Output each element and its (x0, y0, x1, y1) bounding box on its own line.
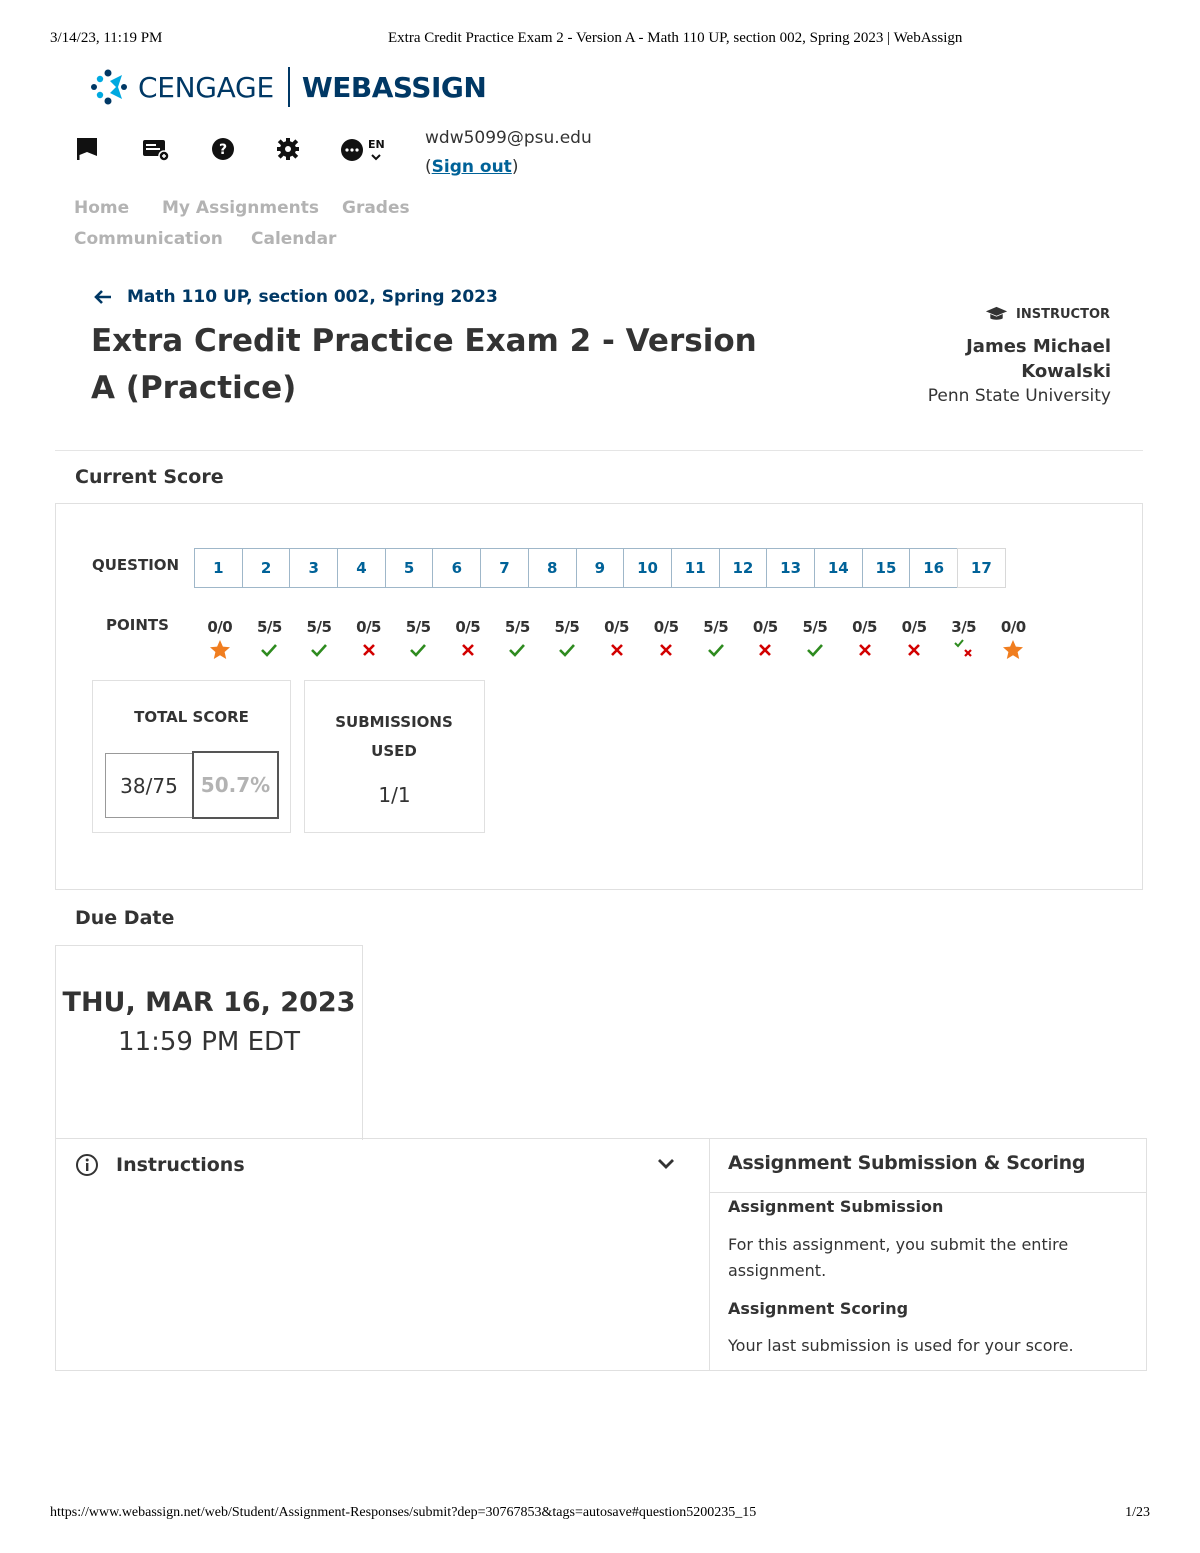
scoring-text: Your last submission is used for your score. (728, 1336, 1074, 1355)
scoring-subheading: Assignment Scoring (728, 1299, 909, 1318)
submissions-label: SUBMISSIONS USED (335, 713, 453, 760)
check-icon (790, 637, 840, 663)
points-value: 0/5 (901, 618, 927, 636)
submissions-value: 1/1 (378, 783, 411, 807)
points-cell (939, 617, 989, 663)
points-value: 0/5 (752, 618, 778, 636)
check-icon (691, 637, 741, 663)
print-page-number: 1/23 (1125, 1505, 1150, 1520)
points-value: 5/5 (703, 618, 729, 636)
page-title: Extra Credit Practice Exam 2 - Version A (Practice) (91, 323, 757, 406)
graduation-cap-icon (985, 306, 1008, 322)
x-icon (344, 637, 394, 663)
points-cell (840, 617, 890, 663)
question-button-16[interactable]: 16 (909, 548, 958, 588)
instructions-heading: Instructions (116, 1154, 245, 1176)
x-icon (443, 637, 493, 663)
instructions-toggle[interactable] (75, 1153, 245, 1177)
submission-scoring-heading: Assignment Submission & Scoring (728, 1152, 1086, 1174)
question-navigator (195, 548, 1006, 590)
arrow-left-icon (93, 289, 113, 305)
points-value: 0/5 (653, 618, 679, 636)
question-button-3[interactable]: 3 (289, 548, 338, 588)
print-url: https://www.webassign.net/web/Student/Assignment-Responses/submit?dep=30767853&tags=autosave#question5200235_15 (50, 1505, 757, 1520)
points-value: 0/5 (852, 618, 877, 636)
question-button-15[interactable]: 15 (862, 548, 911, 588)
points-cell (245, 617, 295, 663)
due-date-heading: Due Date (75, 907, 175, 929)
x-icon (840, 637, 890, 663)
points-cell (393, 617, 443, 663)
points-value: 5/5 (306, 618, 332, 636)
gear-icon[interactable] (275, 136, 301, 162)
instructor-school: Penn State University (927, 386, 1111, 406)
submission-text: For this assignment, you submit the entire assignment. (728, 1235, 1069, 1280)
check-icon (493, 637, 543, 663)
help-icon[interactable] (211, 136, 237, 162)
points-cell (443, 617, 493, 663)
x-icon (741, 637, 791, 663)
nav-my-assignments[interactable]: My Assignments (162, 198, 320, 218)
nav-home[interactable]: Home (74, 198, 130, 218)
cengage-logo-icon (88, 67, 132, 107)
logo-product: WEBASSIGN (301, 70, 487, 104)
points-row (195, 617, 1038, 663)
chevron-down-icon (371, 153, 381, 161)
instructor-label: INSTRUCTOR (1016, 306, 1110, 322)
language-selector[interactable] (339, 136, 389, 162)
points-cell (592, 617, 642, 663)
info-icon (75, 1153, 99, 1177)
total-points: 38/75 (105, 753, 193, 818)
print-title: Extra Credit Practice Exam 2 - Version A - Math 110 UP, section 002, Spring 2023 | WebAssign (388, 30, 963, 46)
submission-subheading: Assignment Submission (728, 1197, 944, 1216)
points-value: 5/5 (802, 618, 828, 636)
points-value: 0/0 (1000, 618, 1026, 636)
svg-text:?: ? (218, 142, 228, 158)
star-icon (195, 637, 245, 663)
divider (55, 450, 1143, 451)
question-button-14[interactable]: 14 (814, 548, 863, 588)
cengage-webassign-logo[interactable] (88, 64, 486, 110)
points-cell (294, 617, 344, 663)
check-icon (245, 637, 295, 663)
question-button-17[interactable]: 17 (957, 548, 1006, 588)
sign-out-wrapper: (Sign out) (425, 157, 519, 177)
points-value: 0/0 (207, 618, 233, 636)
question-button-6[interactable]: 6 (432, 548, 481, 588)
check-icon (393, 637, 443, 663)
nav-calendar[interactable]: Calendar (251, 229, 337, 249)
points-value: 5/5 (256, 618, 282, 636)
points-value: 3/5 (951, 618, 977, 636)
points-cell (889, 617, 939, 663)
points-value: 5/5 (504, 618, 530, 636)
logo-divider (288, 67, 290, 107)
back-to-course-link[interactable] (93, 287, 498, 307)
flag-icon[interactable] (74, 136, 100, 162)
points-cell (344, 617, 394, 663)
nav-grades[interactable]: Grades (342, 198, 410, 218)
points-cell (790, 617, 840, 663)
star-icon (989, 637, 1039, 663)
points-value: 5/5 (405, 618, 431, 636)
points-value: 0/5 (604, 618, 629, 636)
points-cell (195, 617, 245, 663)
user-email: wdw5099@psu.edu (425, 128, 592, 148)
question-button-10[interactable]: 10 (623, 548, 672, 588)
logo-brand: CENGAGE (138, 70, 274, 104)
question-button-11[interactable]: 11 (671, 548, 720, 588)
points-cell (989, 617, 1039, 663)
course-name: Math 110 UP, section 002, Spring 2023 (127, 287, 498, 307)
due-time-value: 11:59 PM EDT (118, 1027, 300, 1057)
check-icon (294, 637, 344, 663)
nav-communication[interactable]: Communication (74, 229, 223, 249)
points-label: POINTS (106, 616, 169, 634)
question-button-1[interactable]: 1 (194, 548, 243, 588)
instructor-name: James Michael Kowalski (966, 336, 1111, 382)
x-icon (889, 637, 939, 663)
question-button-2[interactable]: 2 (242, 548, 291, 588)
points-cell (493, 617, 543, 663)
points-cell (641, 617, 691, 663)
question-label: QUESTION (92, 556, 180, 574)
question-button-5[interactable]: 5 (385, 548, 434, 588)
instructor-label-row (985, 306, 1110, 322)
chevron-down-icon[interactable] (656, 1157, 676, 1171)
total-score-label: TOTAL SCORE (134, 708, 249, 726)
language-icon (339, 136, 365, 162)
points-cell (691, 617, 741, 663)
print-footer (50, 1505, 1150, 1525)
points-value: 5/5 (554, 618, 580, 636)
points-value: 0/5 (455, 618, 481, 636)
language-code: EN (368, 138, 385, 151)
points-value: 0/5 (356, 618, 381, 636)
card-icon[interactable] (142, 136, 168, 162)
question-button-9[interactable]: 9 (576, 548, 625, 588)
current-score-heading: Current Score (75, 466, 224, 488)
sign-out-link[interactable]: Sign out (431, 157, 512, 177)
x-icon (592, 637, 642, 663)
x-icon (641, 637, 691, 663)
points-cell (542, 617, 592, 663)
question-button-7[interactable]: 7 (480, 548, 529, 588)
points-cell (741, 617, 791, 663)
partial-credit-icon (939, 637, 989, 663)
check-icon (542, 637, 592, 663)
print-header (50, 30, 1150, 50)
question-button-4[interactable]: 4 (337, 548, 386, 588)
total-percent: 50.7% (192, 751, 279, 819)
question-button-8[interactable]: 8 (528, 548, 577, 588)
question-button-12[interactable]: 12 (719, 548, 768, 588)
print-date: 3/14/23, 11:19 PM (50, 30, 163, 46)
due-date-value: THU, MAR 16, 2023 (62, 987, 356, 1018)
question-button-13[interactable]: 13 (766, 548, 815, 588)
